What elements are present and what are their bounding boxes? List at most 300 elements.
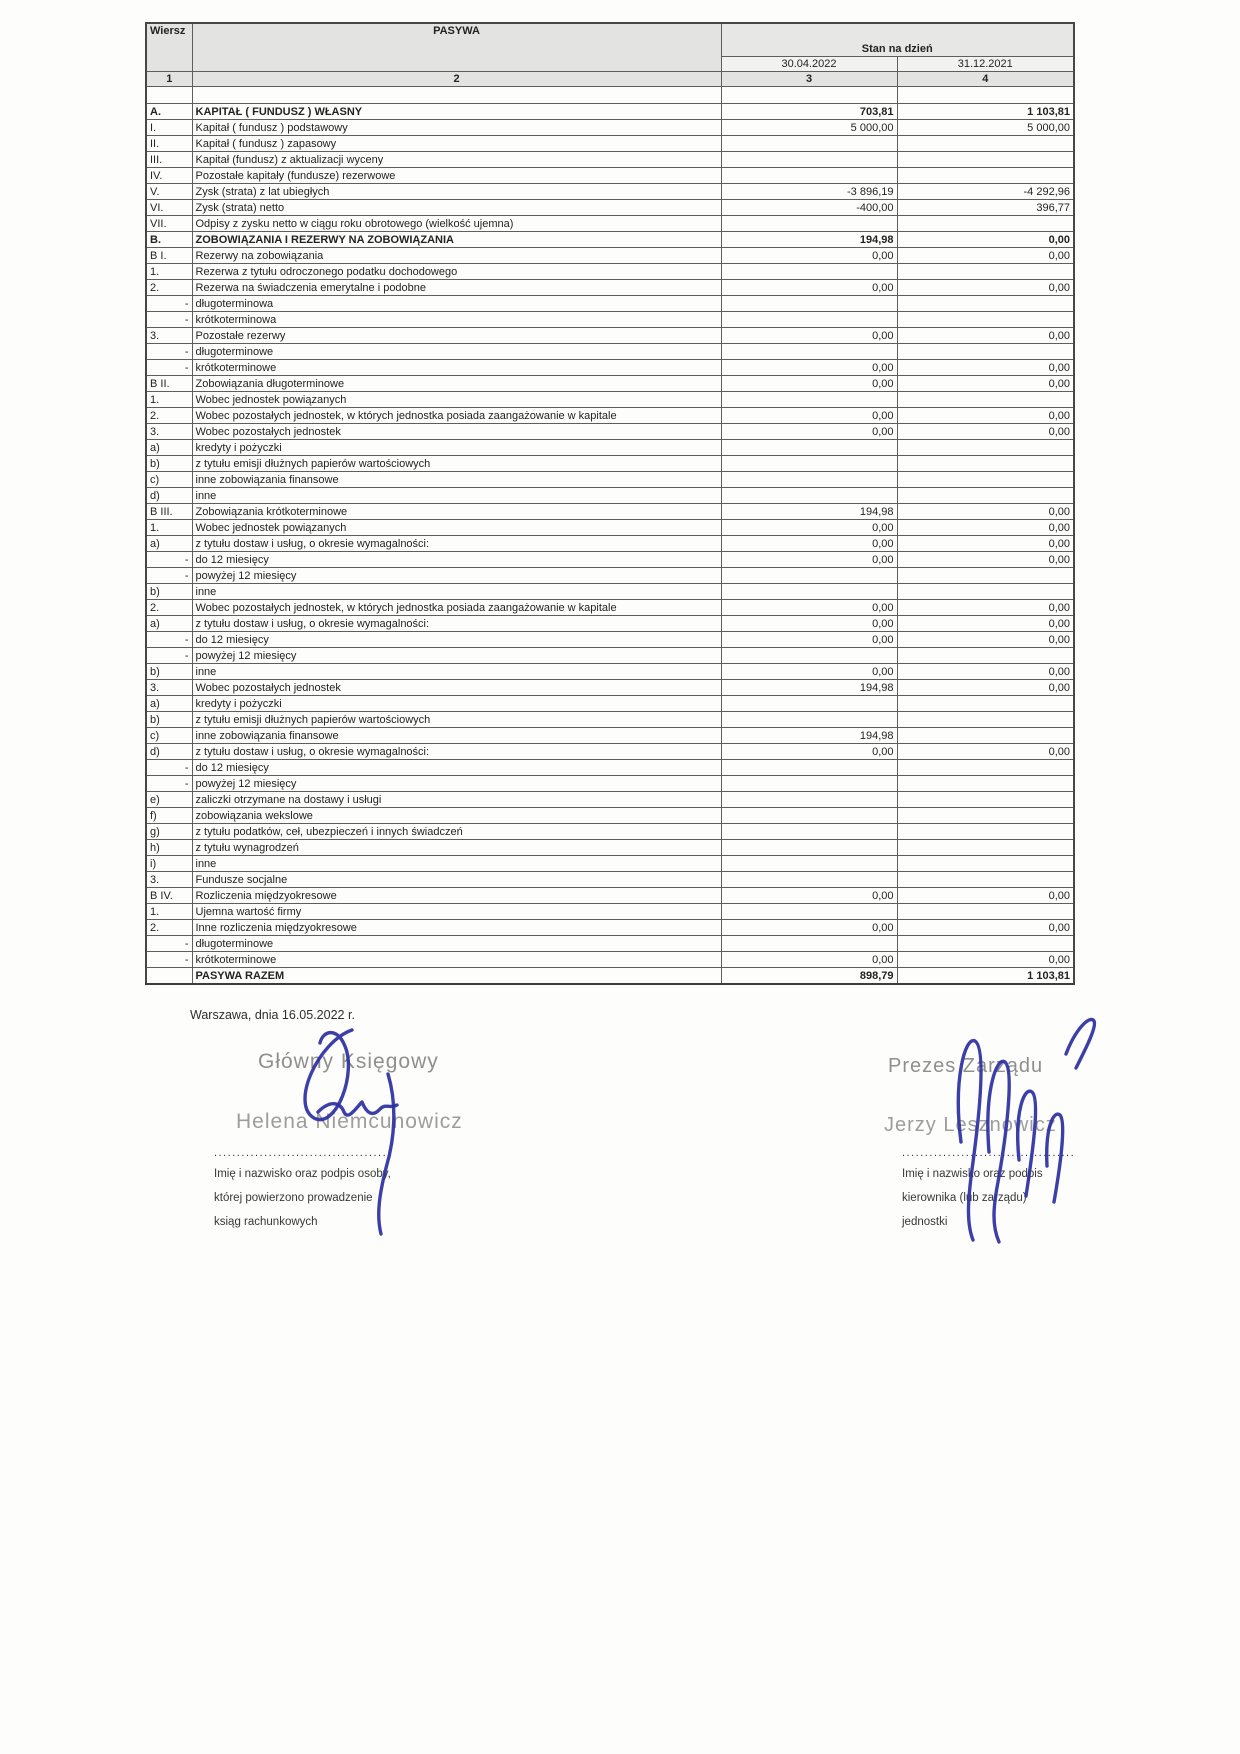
table-row <box>146 312 1074 328</box>
table-row <box>146 168 1074 184</box>
pasywa-table-wrap <box>145 22 1075 985</box>
row-label-cell: kredyty i pożyczki <box>192 696 721 712</box>
row-label-cell: z tytułu dostaw i usług, o okresie wymagalności: <box>192 536 721 552</box>
value-2022-cell <box>721 136 897 152</box>
value-2022-cell: 0,00 <box>721 552 897 568</box>
row-number-cell: B IV. <box>146 888 192 904</box>
table-row <box>146 824 1074 840</box>
table-row <box>146 264 1074 280</box>
table-row <box>146 952 1074 968</box>
pasywa-table <box>145 22 1075 985</box>
row-label-cell: długoterminowe <box>192 936 721 952</box>
value-2021-cell: 0,00 <box>897 664 1074 680</box>
table-row <box>146 920 1074 936</box>
value-2022-cell <box>721 264 897 280</box>
value-2022-cell: -400,00 <box>721 200 897 216</box>
row-label-cell: inne <box>192 664 721 680</box>
value-2021-cell: 0,00 <box>897 376 1074 392</box>
table-row <box>146 904 1074 920</box>
value-2022-cell: 0,00 <box>721 920 897 936</box>
row-label-cell: krótkoterminowe <box>192 360 721 376</box>
table-row <box>146 200 1074 216</box>
table-header-row <box>146 23 1074 57</box>
left-name-stamp: Helena Niemcunowicz <box>236 1110 463 1133</box>
row-number-cell: VI. <box>146 200 192 216</box>
value-2022-cell: 0,00 <box>721 744 897 760</box>
value-2021-cell <box>897 872 1074 888</box>
table-row <box>146 360 1074 376</box>
value-2021-cell: 0,00 <box>897 504 1074 520</box>
row-label-cell: do 12 miesięcy <box>192 760 721 776</box>
row-number-cell: I. <box>146 120 192 136</box>
right-name-stamp: Jerzy Lesznowicz <box>884 1114 1057 1136</box>
row-label-cell: Wobec pozostałych jednostek, w których jednostka posiada zaangażowanie w kapitale <box>192 408 721 424</box>
value-2021-cell: 0,00 <box>897 920 1074 936</box>
row-label-cell: ZOBOWIĄZANIA I REZERWY NA ZOBOWIĄZANIA <box>192 232 721 248</box>
value-2022-cell: 194,98 <box>721 728 897 744</box>
table-row <box>146 216 1074 232</box>
value-2022-cell <box>721 392 897 408</box>
value-2021-cell <box>897 904 1074 920</box>
table-row <box>146 184 1074 200</box>
value-2021-cell: 0,00 <box>897 888 1074 904</box>
value-2022-cell: 5 000,00 <box>721 120 897 136</box>
left-signature-caption <box>214 1162 391 1234</box>
value-2022-cell <box>721 152 897 168</box>
row-label-cell: z tytułu podatków, ceł, ubezpieczeń i innych świadczeń <box>192 824 721 840</box>
row-number-cell: h) <box>146 840 192 856</box>
value-2022-cell <box>721 472 897 488</box>
colnum-4: 4 <box>897 72 1074 87</box>
table-row <box>146 744 1074 760</box>
right-dotted-line: ...................................... <box>902 1147 1076 1159</box>
row-label-cell: z tytułu dostaw i usług, o okresie wymagalności: <box>192 616 721 632</box>
left-role-stamp: Główny Księgowy <box>258 1050 439 1073</box>
row-number-cell: 1. <box>146 392 192 408</box>
value-2022-cell: 0,00 <box>721 520 897 536</box>
row-number-cell: - <box>146 632 192 648</box>
value-2021-cell: 0,00 <box>897 232 1074 248</box>
row-label-cell: zobowiązania wekslowe <box>192 808 721 824</box>
row-number-cell: e) <box>146 792 192 808</box>
value-2021-cell: 0,00 <box>897 280 1074 296</box>
row-number-cell: c) <box>146 728 192 744</box>
table-row <box>146 840 1074 856</box>
header-date-2021: 31.12.2021 <box>897 57 1074 72</box>
value-2022-cell <box>721 456 897 472</box>
table-row <box>146 872 1074 888</box>
row-number-cell: a) <box>146 696 192 712</box>
value-2022-cell <box>721 856 897 872</box>
row-number-cell: A. <box>146 104 192 120</box>
value-2022-cell <box>721 808 897 824</box>
value-2021-cell <box>897 648 1074 664</box>
row-label-cell: Kapitał (fundusz) z aktualizacji wyceny <box>192 152 721 168</box>
row-label-cell: Kapitał ( fundusz ) zapasowy <box>192 136 721 152</box>
row-number-cell <box>146 968 192 985</box>
row-number-cell: 1. <box>146 520 192 536</box>
colnum-1: 1 <box>146 72 192 87</box>
value-2022-cell: 703,81 <box>721 104 897 120</box>
table-row <box>146 584 1074 600</box>
value-2021-cell <box>897 696 1074 712</box>
row-label-cell: długoterminowa <box>192 296 721 312</box>
value-2022-cell <box>721 440 897 456</box>
table-row <box>146 536 1074 552</box>
header-wiersz: Wiersz <box>146 23 192 72</box>
row-number-cell: - <box>146 568 192 584</box>
row-label-cell: z tytułu wynagrodzeń <box>192 840 721 856</box>
colnum-3: 3 <box>721 72 897 87</box>
table-row <box>146 472 1074 488</box>
row-number-cell: 3. <box>146 424 192 440</box>
value-2021-cell <box>897 168 1074 184</box>
value-2022-cell: 898,79 <box>721 968 897 985</box>
value-2022-cell: 0,00 <box>721 536 897 552</box>
row-number-cell: 2. <box>146 600 192 616</box>
row-number-cell: B I. <box>146 248 192 264</box>
row-label-cell: Kapitał ( fundusz ) podstawowy <box>192 120 721 136</box>
table-row <box>146 792 1074 808</box>
row-number-cell: - <box>146 776 192 792</box>
value-2021-cell <box>897 824 1074 840</box>
value-2021-cell <box>897 296 1074 312</box>
place-date: Warszawa, dnia 16.05.2022 r. <box>190 1008 355 1022</box>
row-label-cell: Wobec pozostałych jednostek <box>192 680 721 696</box>
table-colnum-row <box>146 72 1074 87</box>
row-number-cell: g) <box>146 824 192 840</box>
value-2022-cell <box>721 696 897 712</box>
value-2022-cell <box>721 776 897 792</box>
table-row <box>146 760 1074 776</box>
caption-line: jednostki <box>902 1216 948 1228</box>
row-label-cell: powyżej 12 miesięcy <box>192 568 721 584</box>
value-2021-cell: 0,00 <box>897 680 1074 696</box>
header-date-2022: 30.04.2022 <box>721 57 897 72</box>
value-2021-cell <box>897 344 1074 360</box>
value-2022-cell: 0,00 <box>721 280 897 296</box>
row-number-cell: - <box>146 360 192 376</box>
caption-line: której powierzono prowadzenie <box>214 1192 373 1204</box>
row-number-cell: - <box>146 552 192 568</box>
table-row <box>146 552 1074 568</box>
table-row <box>146 728 1074 744</box>
table-row <box>146 712 1074 728</box>
row-label-cell: do 12 miesięcy <box>192 552 721 568</box>
table-row <box>146 344 1074 360</box>
value-2022-cell <box>721 840 897 856</box>
value-2022-cell <box>721 936 897 952</box>
value-2021-cell <box>897 856 1074 872</box>
value-2021-cell <box>897 808 1074 824</box>
value-2022-cell: 0,00 <box>721 616 897 632</box>
table-row <box>146 456 1074 472</box>
row-number-cell: i) <box>146 856 192 872</box>
value-2022-cell: 194,98 <box>721 680 897 696</box>
row-label-cell: Zobowiązania długoterminowe <box>192 376 721 392</box>
value-2022-cell: 0,00 <box>721 360 897 376</box>
row-number-cell: 3. <box>146 872 192 888</box>
pasywa-table-body <box>146 104 1074 985</box>
row-label-cell: Wobec pozostałych jednostek <box>192 424 721 440</box>
row-label-cell: inne zobowiązania finansowe <box>192 728 721 744</box>
row-number-cell: 1. <box>146 264 192 280</box>
left-dotted-line: ...................................... <box>214 1147 388 1159</box>
value-2021-cell <box>897 760 1074 776</box>
value-2022-cell: 0,00 <box>721 328 897 344</box>
value-2021-cell: 0,00 <box>897 632 1074 648</box>
row-label-cell: krótkoterminowe <box>192 952 721 968</box>
value-2022-cell <box>721 344 897 360</box>
table-row <box>146 808 1074 824</box>
right-role-stamp: Prezes Zarządu <box>888 1055 1044 1077</box>
row-label-cell: Rezerwy na zobowiązania <box>192 248 721 264</box>
row-label-cell: PASYWA RAZEM <box>192 968 721 985</box>
table-row <box>146 328 1074 344</box>
table-row <box>146 936 1074 952</box>
table-row <box>146 280 1074 296</box>
row-number-cell: a) <box>146 440 192 456</box>
value-2021-cell: 5 000,00 <box>897 120 1074 136</box>
table-row <box>146 120 1074 136</box>
value-2022-cell: 194,98 <box>721 504 897 520</box>
value-2022-cell <box>721 312 897 328</box>
table-row <box>146 680 1074 696</box>
value-2021-cell <box>897 312 1074 328</box>
table-row <box>146 488 1074 504</box>
table-row <box>146 856 1074 872</box>
row-label-cell: inne <box>192 584 721 600</box>
row-label-cell: Zobowiązania krótkoterminowe <box>192 504 721 520</box>
row-number-cell: - <box>146 344 192 360</box>
value-2021-cell <box>897 488 1074 504</box>
value-2022-cell <box>721 760 897 776</box>
value-2021-cell <box>897 152 1074 168</box>
value-2022-cell: 0,00 <box>721 888 897 904</box>
row-number-cell: II. <box>146 136 192 152</box>
row-label-cell: Rezerwa na świadczenia emerytalne i podobne <box>192 280 721 296</box>
table-row <box>146 776 1074 792</box>
value-2022-cell <box>721 296 897 312</box>
value-2022-cell <box>721 792 897 808</box>
value-2021-cell: 1 103,81 <box>897 104 1074 120</box>
row-number-cell: - <box>146 648 192 664</box>
value-2021-cell: 0,00 <box>897 360 1074 376</box>
value-2022-cell: -3 896,19 <box>721 184 897 200</box>
table-row <box>146 440 1074 456</box>
table-row <box>146 152 1074 168</box>
table-row <box>146 600 1074 616</box>
row-label-cell: powyżej 12 miesięcy <box>192 776 721 792</box>
value-2022-cell: 0,00 <box>721 600 897 616</box>
row-label-cell: KAPITAŁ ( FUNDUSZ ) WŁASNY <box>192 104 721 120</box>
value-2022-cell: 0,00 <box>721 632 897 648</box>
value-2021-cell: 0,00 <box>897 600 1074 616</box>
value-2021-cell: 0,00 <box>897 552 1074 568</box>
row-number-cell: 1. <box>146 904 192 920</box>
value-2021-cell: -4 292,96 <box>897 184 1074 200</box>
caption-line: Imię i nazwisko oraz podpis osoby, <box>214 1168 391 1180</box>
value-2022-cell: 194,98 <box>721 232 897 248</box>
value-2022-cell: 0,00 <box>721 248 897 264</box>
row-label-cell: Inne rozliczenia międzyokresowe <box>192 920 721 936</box>
value-2022-cell: 0,00 <box>721 664 897 680</box>
table-row <box>146 888 1074 904</box>
value-2022-cell <box>721 488 897 504</box>
row-label-cell: Pozostałe kapitały (fundusze) rezerwowe <box>192 168 721 184</box>
row-number-cell: b) <box>146 456 192 472</box>
value-2021-cell: 0,00 <box>897 952 1074 968</box>
row-number-cell: IV. <box>146 168 192 184</box>
table-row <box>146 376 1074 392</box>
row-number-cell: b) <box>146 584 192 600</box>
table-row <box>146 424 1074 440</box>
value-2021-cell <box>897 264 1074 280</box>
caption-line: Imię i nazwisko oraz podpis <box>902 1168 1043 1180</box>
value-2021-cell: 0,00 <box>897 248 1074 264</box>
row-number-cell: B. <box>146 232 192 248</box>
value-2021-cell: 0,00 <box>897 536 1074 552</box>
table-row <box>146 248 1074 264</box>
value-2021-cell <box>897 216 1074 232</box>
value-2021-cell <box>897 840 1074 856</box>
row-number-cell: 3. <box>146 328 192 344</box>
row-number-cell: - <box>146 296 192 312</box>
row-label-cell: z tytułu dostaw i usług, o okresie wymagalności: <box>192 744 721 760</box>
row-number-cell: III. <box>146 152 192 168</box>
value-2021-cell: 0,00 <box>897 520 1074 536</box>
row-label-cell: z tytułu emisji dłużnych papierów wartościowych <box>192 712 721 728</box>
row-label-cell: Wobec jednostek powiązanych <box>192 392 721 408</box>
row-label-cell: z tytułu emisji dłużnych papierów wartościowych <box>192 456 721 472</box>
table-row <box>146 104 1074 120</box>
table-row <box>146 616 1074 632</box>
row-label-cell: Pozostałe rezerwy <box>192 328 721 344</box>
value-2021-cell <box>897 584 1074 600</box>
header-stan-na-dzien: Stan na dzień <box>721 23 1074 57</box>
row-number-cell: d) <box>146 488 192 504</box>
value-2022-cell <box>721 712 897 728</box>
row-label-cell: Wobec pozostałych jednostek, w których jednostka posiada zaangażowanie w kapitale <box>192 600 721 616</box>
table-row <box>146 632 1074 648</box>
row-label-cell: do 12 miesięcy <box>192 632 721 648</box>
row-label-cell: Fundusze socjalne <box>192 872 721 888</box>
row-number-cell: b) <box>146 664 192 680</box>
row-label-cell: powyżej 12 miesięcy <box>192 648 721 664</box>
value-2022-cell <box>721 216 897 232</box>
value-2021-cell: 396,77 <box>897 200 1074 216</box>
caption-line: kierownika (lub zarządu) <box>902 1192 1027 1204</box>
row-number-cell: d) <box>146 744 192 760</box>
table-row <box>146 568 1074 584</box>
colnum-2: 2 <box>192 72 721 87</box>
value-2022-cell: 0,00 <box>721 424 897 440</box>
row-label-cell: inne zobowiązania finansowe <box>192 472 721 488</box>
table-row <box>146 696 1074 712</box>
row-number-cell: b) <box>146 712 192 728</box>
value-2021-cell <box>897 712 1074 728</box>
value-2021-cell: 0,00 <box>897 328 1074 344</box>
row-number-cell: - <box>146 312 192 328</box>
table-row <box>146 296 1074 312</box>
row-number-cell: B II. <box>146 376 192 392</box>
value-2022-cell <box>721 168 897 184</box>
row-number-cell: 2. <box>146 408 192 424</box>
row-label-cell: inne <box>192 856 721 872</box>
row-label-cell: zaliczki otrzymane na dostawy i usługi <box>192 792 721 808</box>
row-number-cell: 2. <box>146 280 192 296</box>
row-number-cell: - <box>146 760 192 776</box>
value-2022-cell: 0,00 <box>721 952 897 968</box>
value-2021-cell <box>897 136 1074 152</box>
value-2021-cell <box>897 568 1074 584</box>
row-number-cell: VII. <box>146 216 192 232</box>
row-label-cell: kredyty i pożyczki <box>192 440 721 456</box>
value-2022-cell: 0,00 <box>721 408 897 424</box>
spacer-row <box>146 87 1074 104</box>
value-2022-cell <box>721 872 897 888</box>
value-2021-cell <box>897 776 1074 792</box>
value-2022-cell <box>721 584 897 600</box>
table-row <box>146 968 1074 985</box>
table-row <box>146 136 1074 152</box>
row-label-cell: Odpisy z zysku netto w ciągu roku obrotowego (wielkość ujemna) <box>192 216 721 232</box>
table-row <box>146 408 1074 424</box>
row-number-cell: - <box>146 952 192 968</box>
value-2022-cell: 0,00 <box>721 376 897 392</box>
right-signature-caption <box>902 1162 1043 1234</box>
header-pasywa: PASYWA <box>192 23 721 72</box>
value-2021-cell: 0,00 <box>897 424 1074 440</box>
value-2021-cell: 0,00 <box>897 744 1074 760</box>
row-label-cell: Zysk (strata) netto <box>192 200 721 216</box>
row-number-cell: 2. <box>146 920 192 936</box>
table-row <box>146 520 1074 536</box>
value-2022-cell <box>721 904 897 920</box>
value-2021-cell <box>897 472 1074 488</box>
value-2021-cell <box>897 728 1074 744</box>
value-2022-cell <box>721 568 897 584</box>
row-label-cell: inne <box>192 488 721 504</box>
value-2021-cell: 1 103,81 <box>897 968 1074 985</box>
row-label-cell: Zysk (strata) z lat ubiegłych <box>192 184 721 200</box>
row-label-cell: krótkoterminowa <box>192 312 721 328</box>
row-number-cell: 3. <box>146 680 192 696</box>
value-2022-cell <box>721 648 897 664</box>
row-label-cell: długoterminowe <box>192 344 721 360</box>
value-2021-cell: 0,00 <box>897 616 1074 632</box>
row-label-cell: Rozliczenia międzyokresowe <box>192 888 721 904</box>
value-2021-cell <box>897 936 1074 952</box>
row-number-cell: c) <box>146 472 192 488</box>
row-number-cell: V. <box>146 184 192 200</box>
table-row <box>146 504 1074 520</box>
row-number-cell: B III. <box>146 504 192 520</box>
table-row <box>146 664 1074 680</box>
table-row <box>146 648 1074 664</box>
value-2021-cell: 0,00 <box>897 408 1074 424</box>
row-label-cell: Rezerwa z tytułu odroczonego podatku dochodowego <box>192 264 721 280</box>
table-row <box>146 392 1074 408</box>
row-number-cell: - <box>146 936 192 952</box>
row-label-cell: Ujemna wartość firmy <box>192 904 721 920</box>
row-number-cell: a) <box>146 536 192 552</box>
value-2021-cell <box>897 792 1074 808</box>
value-2021-cell <box>897 440 1074 456</box>
value-2021-cell <box>897 456 1074 472</box>
row-number-cell: a) <box>146 616 192 632</box>
table-row <box>146 232 1074 248</box>
